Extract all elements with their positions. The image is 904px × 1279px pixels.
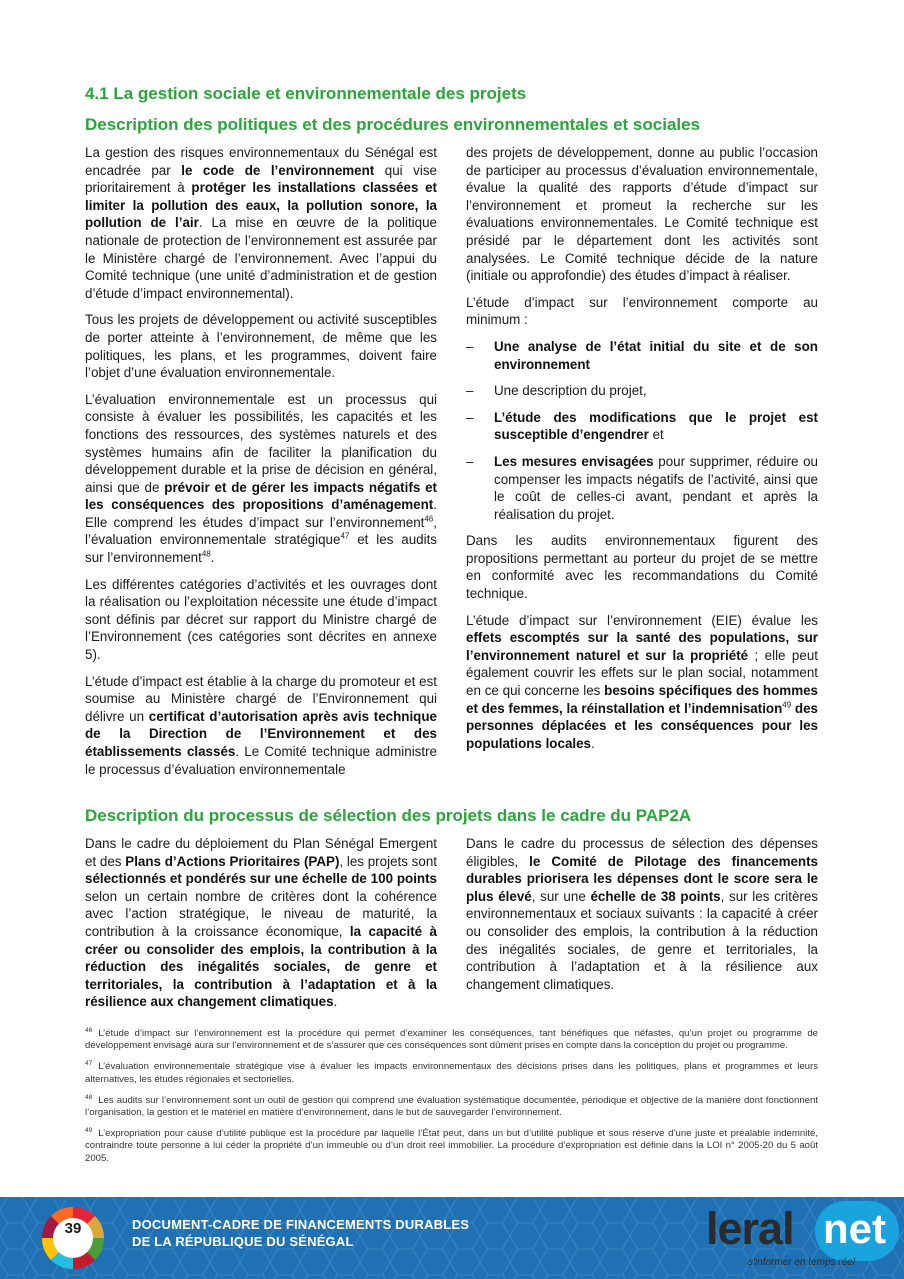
footnote-ref: 47 (340, 532, 350, 541)
page-number: 39 (64, 1220, 82, 1237)
subsection-heading-selection: Description du processus de sélection des projets dans le cadre du PAP2A (85, 806, 692, 825)
list-item: – Les mesures envisagées pour supprimer, réduire ou compenser les impacts négatifs de l’activité, ainsi que le coût de celles-ci avant, pendant et après la réalisation du projet. (466, 453, 818, 523)
footnote-ref: 48 (201, 549, 211, 559)
logo-tagline: s'informer en temps réel (748, 1257, 855, 1268)
footnotes (85, 1028, 818, 1174)
paragraph: Dans le cadre du processus de sélection des dépenses éligibles, le Comité de Pilotage des financements durables priorisera les dépenses dont le score sera le plus élevé, sur une échelle de 38 points, sur les critères environnementaux et sociaux suivants : la capacité à créer ou consolider des emplois, la contribution à la réduction des inégalités sociales, de genre et territoriales, la contribution à l’adaptation et à la résilience aux changement climatiques. (466, 836, 819, 992)
paragraph: L’évaluation environnementale est un processus qui consiste à évaluer les possibilités, les capacités et les fonctions des ressources, des systèmes naturels et des systèmes humains afin de faciliter la planification du développement durable et la prise de décision en général, ainsi que de prévoir et de gérer les impacts négatifs et les conséquences des propositions d’aménagement. Elle comprend les études d’impact sur l’environnement$^{46}$, l’évaluation environnementale stratégique$^{47}$ et les audits sur l’environnement$^{48}$. (85, 391, 438, 566)
column-right-bottom (466, 835, 818, 1002)
footnote: $^{47}$ L’évaluation environnementale stratégique vise à évaluer les impacts environnementaux des décisions prises dans les politiques, plans et programmes et leurs alternatives, les études régionales et sectorielles. (85, 1060, 818, 1085)
logo-wordmark: leral (706, 1203, 794, 1254)
section-heading: 4.1 La gestion sociale et environnementale des projets (85, 84, 527, 103)
paragraph: L’étude d’impact sur l’environnement (EIE) évalue les effets escomptés sur la santé des populations, sur l’environnement naturel et sur la propriété ; elle peut également couvrir les effets sur le plan social, notamment en ce qui concerne les besoins spécifiques des hommes et des femmes, la réinstallation et l’indemnisation$^{49}$ des personnes déplacées et les conséquences pour les populations locales. (466, 612, 819, 751)
paragraph: Les différentes catégories d’activités et les ouvrages dont la réalisation ou l’exploitation nécessite une étude d’impact sont définis par décret sur rapport du Ministre chargé de l’Environnement (ces catégories sont décrites en annexe 5). (85, 576, 437, 663)
paragraph: des projets de développement, donne au public l’occasion de participer au processus d’évaluation environnementale, évalue la qualité des rapports d’étude d’impact sur l’environnement et promeut la recherche sur les évaluations environnementales. Le Comité technique est présidé par le département dont les activités sont analysées. Le Comité technique décide de la nature (initiale ou approfondie) des études d’impact à réaliser. (466, 145, 818, 284)
paragraph: Dans le cadre du déploiement du Plan Sénégal Emergent et des Plans d’Actions Prioritaires (PAP), les projets sont sélectionnés et pondérés sur une échelle de 100 points selon un certain nombre de critères dont la cohérence avec l’action stratégique, le niveau de maturité, la contribution à la croissance économique, la capacité à créer ou consolider des emplois, la contribution à la réduction des inégalités sociales, de genre et territoriales, la contribution à l’adaptation et à la résilience aux changement climatiques. (85, 836, 437, 1010)
column-left-top (85, 144, 437, 787)
column-right-top (466, 144, 818, 761)
list-item: – L’étude des modifications que le projet est susceptible d’engendrer et (466, 409, 818, 444)
list-item: – Une description du projet, (466, 382, 818, 400)
footnote: $^{49}$ L’expropriation pour cause d’utilité publique est la procédure par laquelle l’État peut, dans un but d’utilité publique et sous réserve d’une juste et préalable indemnité, contraindre toute personne à lui céder la propriété d’un immeuble ou d’un droit réel immobilier. La procédure d’expropriation est définie dans la LOI n° 2005-20 du 5 août 2005. (85, 1127, 818, 1164)
paragraph: Tous les projets de développement ou activité susceptibles de porter atteinte à l’environnement, de même que les politiques, les plans, et les programmes, doivent faire l’objet d’une évaluation environnementale. (85, 312, 437, 381)
footnote: $^{46}$ L’étude d’impact sur l’environnement est la procédure qui permet d’examiner les conséquences, tant bénéfiques que néfastes, qu’un projet ou programme de développement envisagé aura sur l’environnement et de s’assurer que ces conséquences sont dûment prises en compte dans la conception du projet ou programme. (85, 1026, 818, 1052)
requirements-list (466, 338, 818, 523)
document-title: DOCUMENT-CADRE DE FINANCEMENTS DURABLES DE LA RÉPUBLIQUE DU SÉNÉGAL (132, 1217, 470, 1249)
sdg-wheel-icon (38, 1205, 108, 1271)
paragraph: Dans les audits environnementaux figurent des propositions permettant au porteur du projet de se mettre en conformité avec les recommandations du Comité technique. (466, 533, 818, 602)
column-left-bottom (85, 835, 437, 1020)
subsection-heading-policies: Description des politiques et des procédures environnementales et sociales (85, 115, 701, 134)
logo-net-text: net (823, 1205, 886, 1252)
paragraph: L’étude d’impact sur l’environnement comporte au minimum : (466, 294, 818, 328)
footnote-ref: 49 (782, 700, 792, 710)
footnote-ref: 46 (424, 514, 434, 524)
paragraph: La gestion des risques environnementaux du Sénégal est encadrée par le code de l’environnement qui vise prioritairement à protéger les installations classées et limiter la pollution des eaux, la pollution sonore, la pollution de l’air. La mise en œuvre de la politique nationale de protection de l’environnement est assurée par le Ministère chargé de l’environnement. Avec l’appui du Comité technique (une unité d’administration et de gestion d’étude d’impact environnemental). (85, 145, 437, 301)
footnote: $^{48}$ Les audits sur l’environnement sont un outil de gestion qui comprend une évaluation systématique documentée, périodique et objective de la manière dont fonctionnent l’organisation, la gestion et le matériel en matière d’environnement, dans le but de sauvegarder l’environnement. (85, 1093, 818, 1119)
list-item: – Une analyse de l’état initial du site et de son environnement (466, 338, 818, 373)
paragraph: L’étude d’impact est établie à la charge du promoteur et est soumise au Ministère chargé de l’Environnement qui délivre un certificat d’autorisation après avis technique de la Direction de l’Environnement et des établissements classés. Le Comité technique administre le processus d’évaluation environnementale (85, 673, 437, 777)
